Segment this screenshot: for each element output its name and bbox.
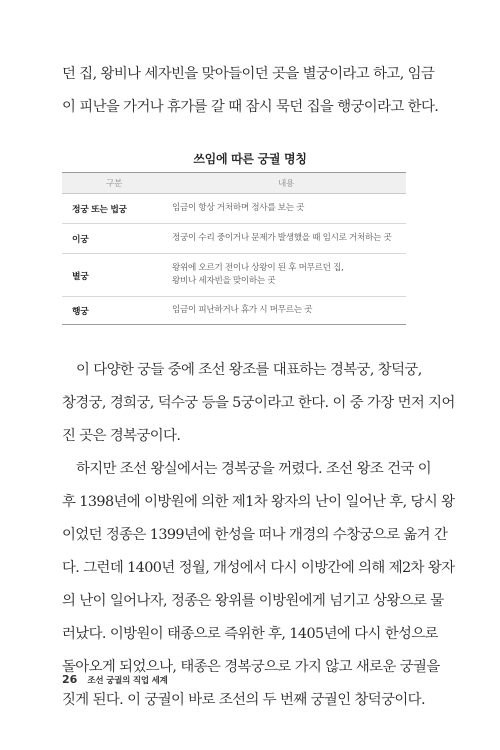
row-desc-line: 임금이 항상 거처하며 정사를 보는 곳 bbox=[172, 203, 305, 213]
body-paragraphs bbox=[62, 354, 455, 717]
page-footer bbox=[62, 673, 168, 686]
table-title: 쓰임에 따른 궁궐 명칭 bbox=[193, 152, 307, 166]
row-desc bbox=[166, 262, 406, 288]
text-line: 다. 그런데 1400년 정월, 개성에서 다시 이방간에 의해 제2차 왕자 bbox=[62, 560, 455, 576]
text-line: 이 피난을 가거나 휴가를 갈 때 잠시 묵던 집을 행궁이라고 한다. bbox=[62, 99, 439, 115]
row-name: 정궁 또는 법궁 bbox=[72, 205, 127, 215]
table-row bbox=[62, 297, 406, 324]
page-number: 26 bbox=[62, 673, 78, 686]
intro-paragraph bbox=[62, 58, 442, 124]
table-row bbox=[62, 254, 406, 297]
text-line: 의 난이 일어나자, 정종은 왕위를 이방원에게 넘기고 상왕으로 물 bbox=[62, 593, 444, 609]
text-line: 하지만 조선 왕실에서는 경복궁을 꺼렸다. 조선 왕조 건국 이 bbox=[76, 461, 432, 477]
row-desc bbox=[166, 232, 406, 245]
book-title: 조선 궁궐의 직업 세계 bbox=[87, 676, 168, 686]
text-line: 돌아오게 되었으나, 태종은 경복궁으로 가지 않고 새로운 궁궐을 bbox=[62, 659, 440, 675]
header-content: 내용 bbox=[277, 179, 294, 189]
row-desc bbox=[166, 202, 406, 215]
table-row bbox=[62, 194, 406, 224]
row-name: 별궁 bbox=[72, 271, 89, 282]
row-name: 행궁 bbox=[72, 307, 89, 317]
text-line: 짓게 된다. 이 궁궐이 바로 조선의 두 번째 궁궐인 창덕궁이다. bbox=[62, 692, 425, 708]
row-desc-line: 임금이 피난하거나 휴가 시 머무르는 곳 bbox=[172, 305, 313, 315]
palace-names-table bbox=[62, 172, 406, 325]
text-line: 후 1398년에 이방원에 의한 제1차 왕자의 난이 일어난 후, 당시 왕 bbox=[62, 494, 455, 510]
text-line: 창경궁, 경희궁, 덕수궁 등을 5궁이라고 한다. 이 중 가장 먼저 지어 bbox=[62, 395, 455, 411]
text-line: 러났다. 이방원이 태종으로 즉위한 후, 1405년에 다시 한성으로 bbox=[62, 626, 438, 642]
text-line: 이 다양한 궁들 중에 조선 왕조를 대표하는 경복궁, 창덕궁, bbox=[76, 362, 422, 378]
table-header-row bbox=[62, 173, 406, 194]
text-line: 이었던 정종은 1399년에 한성을 떠나 개경의 수창궁으로 옮겨 간 bbox=[62, 527, 448, 543]
text-line: 진 곳은 경복궁이다. bbox=[62, 428, 181, 444]
header-category: 구분 bbox=[105, 179, 122, 189]
row-desc-line: 왕위에 오르기 전이나 상왕이 된 후 머무르던 집, bbox=[172, 263, 344, 273]
row-desc-line: 정궁이 수리 중이거나 문제가 발생했을 때 임시로 거처하는 곳 bbox=[172, 233, 392, 243]
row-name: 이궁 bbox=[72, 235, 89, 245]
row-desc bbox=[166, 304, 406, 317]
row-desc-line: 왕비나 세자빈을 맞이하는 곳 bbox=[172, 276, 276, 286]
table-row bbox=[62, 224, 406, 254]
text-line: 던 집, 왕비나 세자빈을 맞아들이던 곳을 별궁이라고 하고, 임금 bbox=[62, 66, 435, 82]
